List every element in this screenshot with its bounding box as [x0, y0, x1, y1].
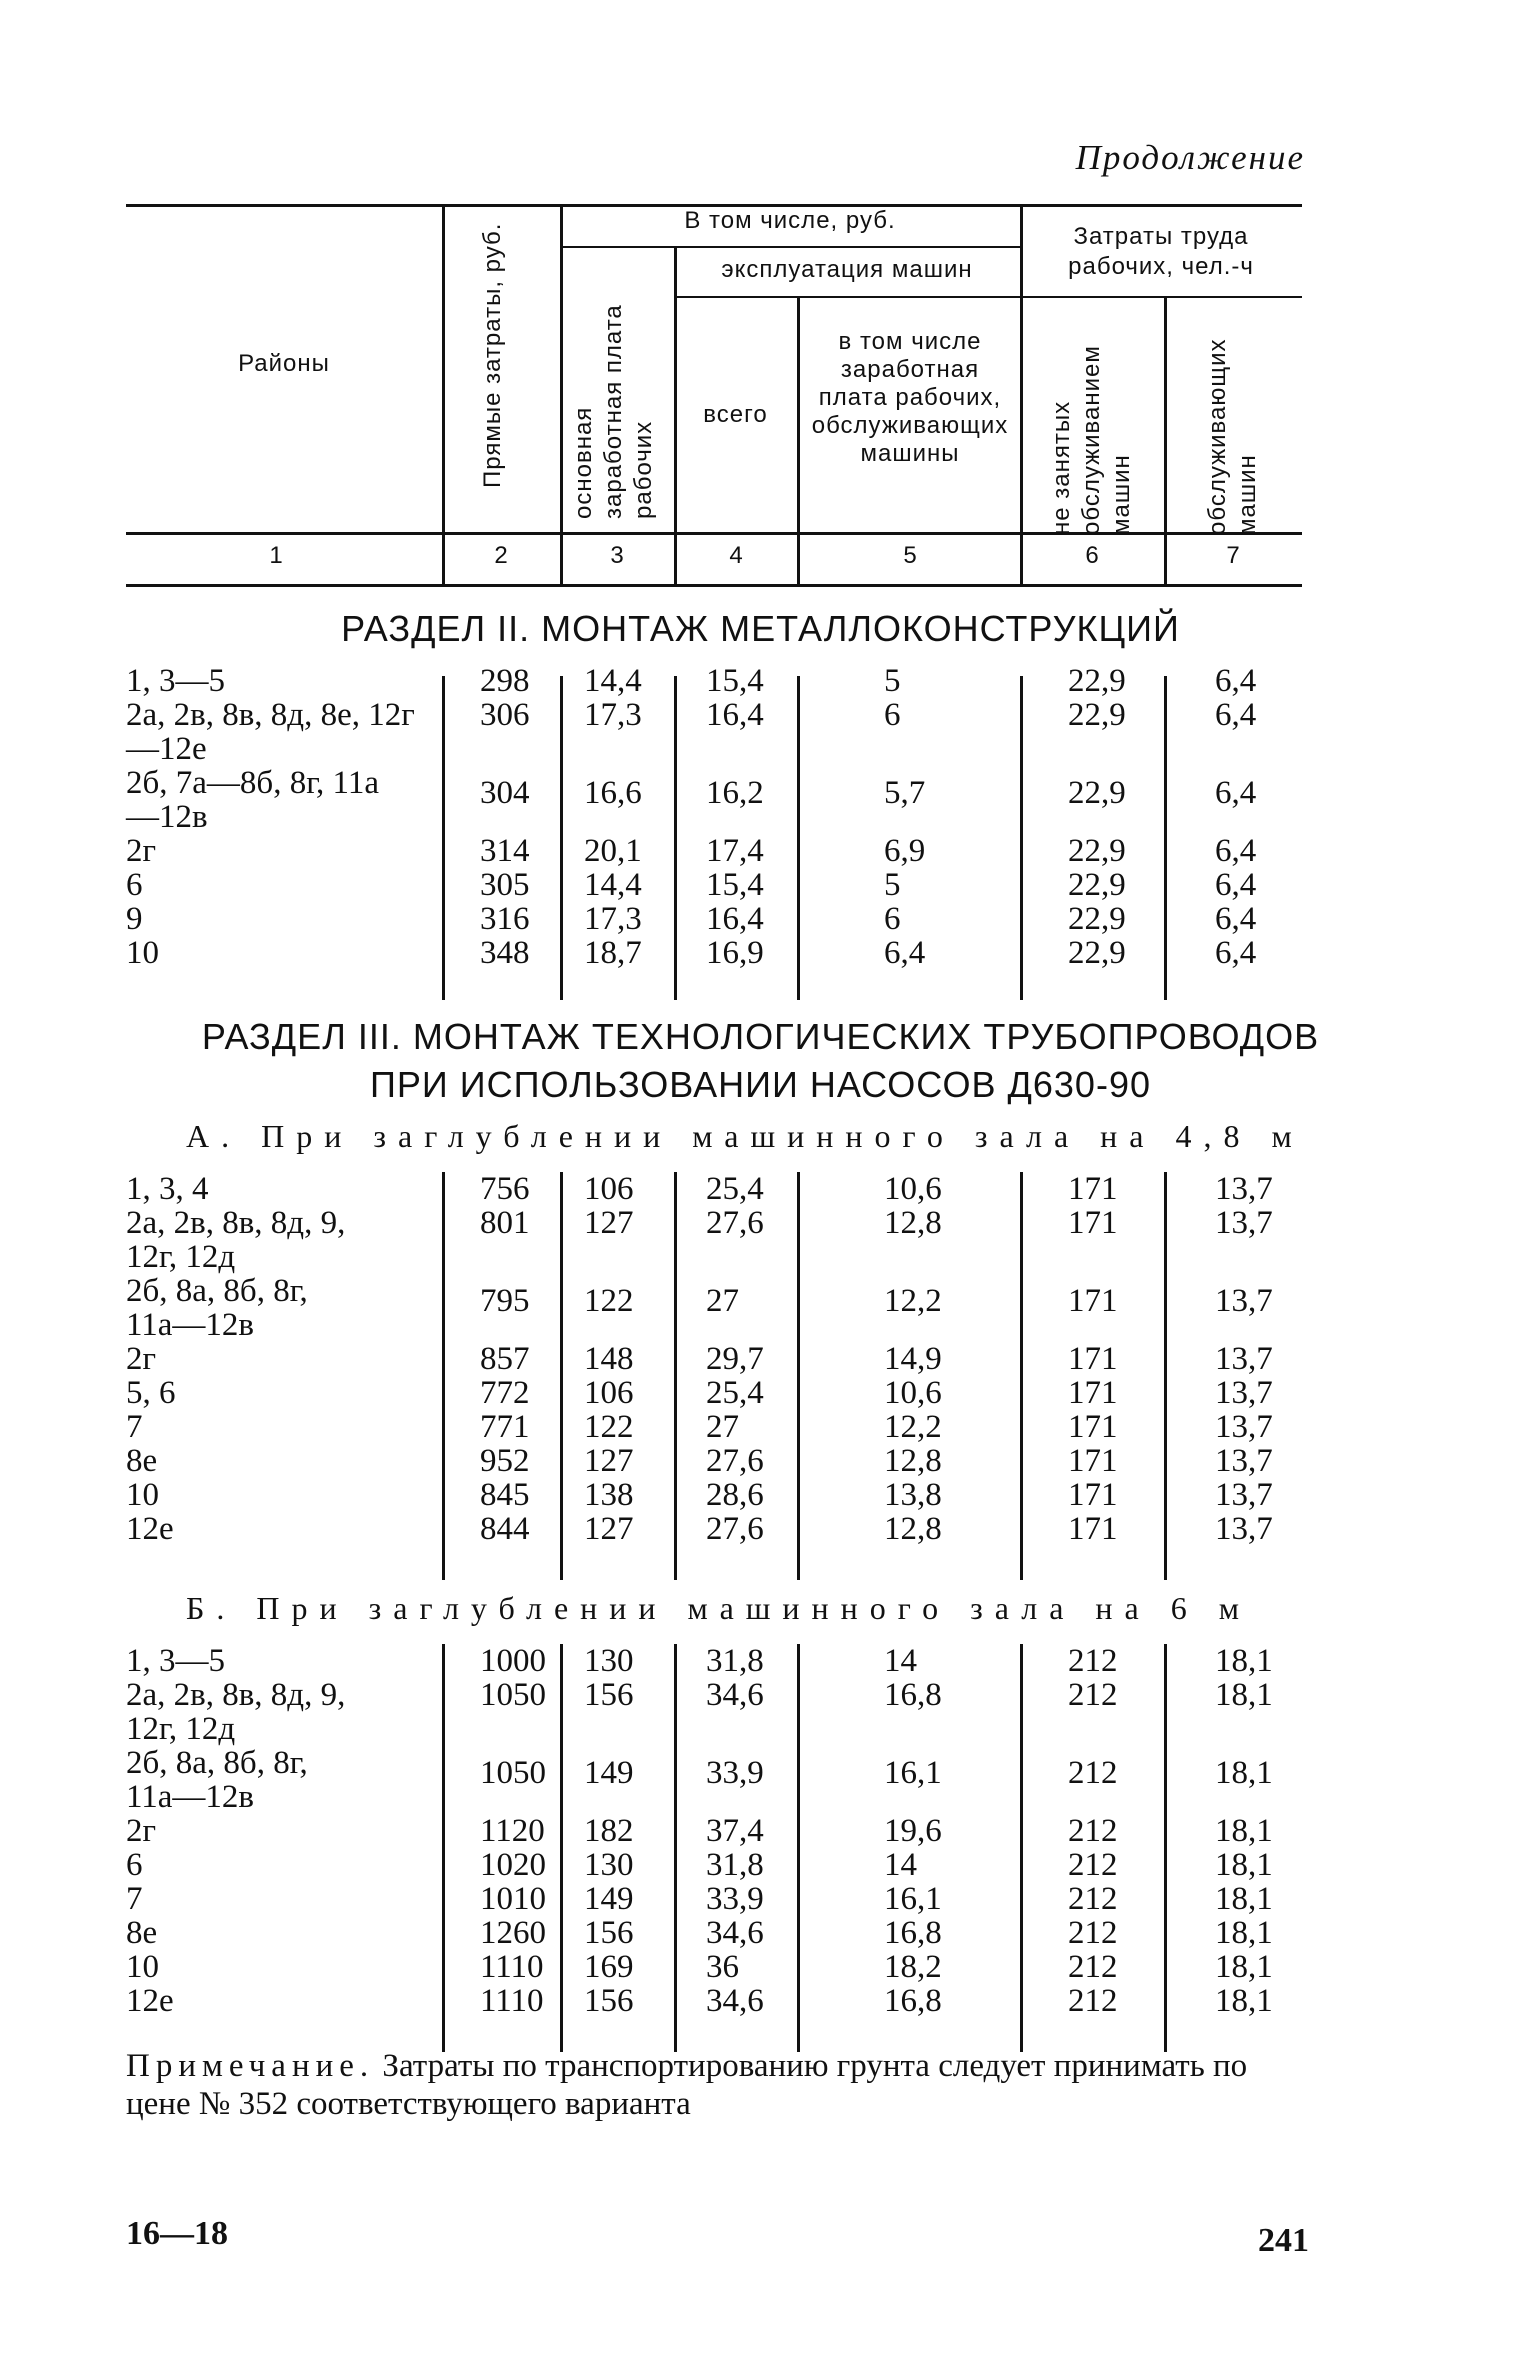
value-cell: 149	[584, 1755, 634, 1791]
table-row	[0, 1172, 1521, 1206]
value-cell: 18,1	[1215, 1983, 1273, 2019]
value-cell: 14,4	[584, 867, 642, 903]
region-cell: 1, 3—5	[126, 663, 225, 699]
machine-rule	[674, 296, 1020, 298]
value-cell: 12,8	[884, 1511, 942, 1547]
region-cell: 12е	[126, 1511, 174, 1547]
value-cell: 19,6	[884, 1813, 942, 1849]
col-number: 5	[903, 542, 917, 569]
value-cell: 18,1	[1215, 1881, 1273, 1917]
value-cell: 16,8	[884, 1915, 942, 1951]
value-cell: 5	[884, 663, 901, 699]
value-cell: 1050	[480, 1755, 546, 1791]
region-cell: 2г	[126, 1341, 157, 1377]
region-cell: 6	[126, 867, 143, 903]
table-row	[0, 1478, 1521, 1512]
value-cell: 348	[480, 935, 530, 971]
value-cell: 13,7	[1215, 1171, 1273, 1207]
value-cell: 13,7	[1215, 1283, 1273, 1319]
value-cell: 14	[884, 1847, 917, 1883]
value-cell: 25,4	[706, 1171, 764, 1207]
value-cell: 212	[1068, 1949, 1118, 1985]
value-cell: 106	[584, 1375, 634, 1411]
value-cell: 130	[584, 1643, 634, 1679]
signature-mark: 16—18	[126, 2215, 228, 2252]
value-cell: 12,8	[884, 1205, 942, 1241]
value-cell: 6,4	[1215, 867, 1257, 903]
table-row	[0, 1678, 1521, 1746]
region-cell: 2а, 2в, 8в, 8д, 8е, 12г—12е	[126, 697, 415, 767]
value-cell: 171	[1068, 1409, 1118, 1445]
table-row	[0, 902, 1521, 936]
value-cell: 22,9	[1068, 901, 1126, 937]
value-cell: 316	[480, 901, 530, 937]
value-cell: 16,6	[584, 775, 642, 811]
value-cell: 22,9	[1068, 663, 1126, 699]
value-cell: 171	[1068, 1477, 1118, 1513]
including-header: В том числе, руб.	[684, 207, 896, 234]
subsection-title: Б. При заглублении машинного зала на 6 м	[186, 1590, 1251, 1626]
section-title: РАЗДЕЛ III. МОНТАЖ ТЕХНОЛОГИЧЕСКИХ ТРУБОПРОВОДОВ	[201, 1016, 1320, 1057]
table-row	[0, 834, 1521, 868]
subsection-b-rows	[0, 1644, 1521, 2018]
value-cell: 27,6	[706, 1443, 764, 1479]
col-number: 4	[729, 542, 743, 569]
header-divider	[1164, 296, 1167, 584]
value-cell: 148	[584, 1341, 634, 1377]
labor-rule	[1020, 296, 1302, 298]
region-cell: 10	[126, 935, 159, 971]
value-cell: 18,2	[884, 1949, 942, 1985]
note-lead: Примечание.	[126, 2048, 375, 2084]
value-cell: 1020	[480, 1847, 546, 1883]
value-cell: 1110	[480, 1983, 544, 2019]
labor-not-machines-label: не занятых обслуживанием машин	[1048, 345, 1135, 535]
table-row	[0, 1950, 1521, 1984]
value-cell: 16,1	[884, 1755, 942, 1791]
value-cell: 34,6	[706, 1915, 764, 1951]
value-cell: 122	[584, 1283, 634, 1319]
value-cell: 18,1	[1215, 1813, 1273, 1849]
region-cell: 7	[126, 1409, 143, 1445]
value-cell: 22,9	[1068, 775, 1126, 811]
value-cell: 845	[480, 1477, 530, 1513]
value-cell: 6,9	[884, 833, 926, 869]
value-cell: 18,1	[1215, 1755, 1273, 1791]
table-row	[0, 1512, 1521, 1546]
value-cell: 212	[1068, 1983, 1118, 2019]
table-row	[0, 1376, 1521, 1410]
value-cell: 212	[1068, 1755, 1118, 1791]
value-cell: 212	[1068, 1643, 1118, 1679]
value-cell: 10,6	[884, 1171, 942, 1207]
region-cell: 10	[126, 1949, 159, 1985]
region-cell: 2б, 8а, 8б, 8г, 11а—12в	[126, 1745, 308, 1815]
value-cell: 212	[1068, 1915, 1118, 1951]
value-cell: 36	[706, 1949, 739, 1985]
region-cell: 2а, 2в, 8в, 8д, 9, 12г, 12д	[126, 1205, 346, 1275]
table-row	[0, 1274, 1521, 1342]
value-cell: 6,4	[1215, 935, 1257, 971]
value-cell: 16,8	[884, 1677, 942, 1713]
region-cell: 8е	[126, 1915, 158, 1951]
total-header: всего	[703, 401, 768, 428]
value-cell: 149	[584, 1881, 634, 1917]
value-cell: 10,6	[884, 1375, 942, 1411]
value-cell: 6,4	[884, 935, 926, 971]
value-cell: 22,9	[1068, 833, 1126, 869]
continuation-label: Продолжение	[1075, 138, 1305, 177]
value-cell: 27	[706, 1409, 739, 1445]
value-cell: 14,9	[884, 1341, 942, 1377]
value-cell: 171	[1068, 1171, 1118, 1207]
value-cell: 18,1	[1215, 1643, 1273, 1679]
labor-machines-label: обслуживающих машин	[1204, 338, 1261, 535]
table-row	[0, 664, 1521, 698]
table-row	[0, 766, 1521, 834]
table-row	[0, 1410, 1521, 1444]
value-cell: 27	[706, 1283, 739, 1319]
value-cell: 212	[1068, 1847, 1118, 1883]
region-cell: 7	[126, 1881, 143, 1917]
table-row	[0, 698, 1521, 766]
value-cell: 171	[1068, 1205, 1118, 1241]
value-cell: 16,9	[706, 935, 764, 971]
value-cell: 138	[584, 1477, 634, 1513]
value-cell: 13,7	[1215, 1205, 1273, 1241]
value-cell: 212	[1068, 1813, 1118, 1849]
value-cell: 1260	[480, 1915, 546, 1951]
labor-header: Затраты труда рабочих, чел.-ч	[1068, 223, 1254, 280]
col-number: 1	[269, 542, 283, 569]
value-cell: 33,9	[706, 1755, 764, 1791]
value-cell: 27,6	[706, 1205, 764, 1241]
col-number: 7	[1226, 542, 1240, 569]
value-cell: 6,4	[1215, 697, 1257, 733]
value-cell: 13,7	[1215, 1443, 1273, 1479]
table-row	[0, 1746, 1521, 1814]
value-cell: 6,4	[1215, 833, 1257, 869]
table-row	[0, 1644, 1521, 1678]
col-number: 3	[610, 542, 624, 569]
value-cell: 25,4	[706, 1375, 764, 1411]
value-cell: 844	[480, 1511, 530, 1547]
value-cell: 13,7	[1215, 1375, 1273, 1411]
table-row	[0, 1206, 1521, 1274]
region-cell: 2г	[126, 833, 157, 869]
including-rule	[560, 246, 1020, 248]
subsection-title: А. При заглублении машинного зала на 4,8 м	[186, 1118, 1304, 1154]
value-cell: 16,4	[706, 697, 764, 733]
value-cell: 27,6	[706, 1511, 764, 1547]
value-cell: 6	[884, 901, 901, 937]
region-cell: 12е	[126, 1983, 174, 2019]
value-cell: 305	[480, 867, 530, 903]
col-number: 2	[494, 542, 508, 569]
header-bottom-rule	[126, 584, 1302, 587]
section-title: РАЗДЕЛ II. МОНТАЖ МЕТАЛЛОКОНСТРУКЦИЙ	[341, 608, 1180, 649]
value-cell: 17,4	[706, 833, 764, 869]
note-text: Затраты по транспортированию грунта следует принимать по цене № 352 соответствующего варианта	[126, 2048, 1248, 2122]
value-cell: 212	[1068, 1677, 1118, 1713]
value-cell: 31,8	[706, 1847, 764, 1883]
value-cell: 16,1	[884, 1881, 942, 1917]
section-2-rows	[0, 664, 1521, 970]
region-cell: 10	[126, 1477, 159, 1513]
value-cell: 5	[884, 867, 901, 903]
value-cell: 171	[1068, 1375, 1118, 1411]
value-cell: 771	[480, 1409, 530, 1445]
value-cell: 756	[480, 1171, 530, 1207]
value-cell: 171	[1068, 1341, 1118, 1377]
value-cell: 13,7	[1215, 1511, 1273, 1547]
value-cell: 37,4	[706, 1813, 764, 1849]
value-cell: 17,3	[584, 697, 642, 733]
value-cell: 18,7	[584, 935, 642, 971]
value-cell: 156	[584, 1677, 634, 1713]
value-cell: 127	[584, 1205, 634, 1241]
header-divider	[560, 204, 563, 584]
value-cell: 13,7	[1215, 1409, 1273, 1445]
value-cell: 28,6	[706, 1477, 764, 1513]
value-cell: 15,4	[706, 663, 764, 699]
value-cell: 6,4	[1215, 663, 1257, 699]
value-cell: 12,2	[884, 1283, 942, 1319]
value-cell: 14	[884, 1643, 917, 1679]
value-cell: 1120	[480, 1813, 545, 1849]
value-cell: 130	[584, 1847, 634, 1883]
value-cell: 22,9	[1068, 697, 1126, 733]
value-cell: 212	[1068, 1881, 1118, 1917]
table-row	[0, 1444, 1521, 1478]
value-cell: 16,8	[884, 1983, 942, 2019]
value-cell: 13,8	[884, 1477, 942, 1513]
value-cell: 31,8	[706, 1643, 764, 1679]
region-cell: 2а, 2в, 8в, 8д, 9, 12г, 12д	[126, 1677, 346, 1747]
table-row	[0, 1814, 1521, 1848]
value-cell: 314	[480, 833, 530, 869]
value-cell: 33,9	[706, 1881, 764, 1917]
value-cell: 952	[480, 1443, 530, 1479]
value-cell: 306	[480, 697, 530, 733]
value-cell: 13,7	[1215, 1341, 1273, 1377]
value-cell: 182	[584, 1813, 634, 1849]
value-cell: 12,8	[884, 1443, 942, 1479]
region-cell: 2б, 8а, 8б, 8г, 11а—12в	[126, 1273, 308, 1343]
value-cell: 6,4	[1215, 901, 1257, 937]
value-cell: 1050	[480, 1677, 546, 1713]
value-cell: 5,7	[884, 775, 926, 811]
value-cell: 1010	[480, 1881, 546, 1917]
value-cell: 1110	[480, 1949, 544, 1985]
table-row	[0, 936, 1521, 970]
machine-operation-header: эксплуатация машин	[721, 256, 973, 283]
value-cell: 6,4	[1215, 775, 1257, 811]
value-cell: 857	[480, 1341, 530, 1377]
value-cell: 18,1	[1215, 1677, 1273, 1713]
section-title-line2: ПРИ ИСПОЛЬЗОВАНИИ НАСОСОВ Д630-90	[369, 1064, 1151, 1105]
table-row	[0, 1848, 1521, 1882]
value-cell: 169	[584, 1949, 634, 1985]
direct-costs-label: Прямые затраты, руб.	[479, 222, 506, 488]
value-cell: 801	[480, 1205, 530, 1241]
value-cell: 122	[584, 1409, 634, 1445]
value-cell: 171	[1068, 1283, 1118, 1319]
value-cell: 171	[1068, 1511, 1118, 1547]
table-row	[0, 1984, 1521, 2018]
region-cell: 5, 6	[126, 1375, 176, 1411]
value-cell: 18,1	[1215, 1949, 1273, 1985]
value-cell: 18,1	[1215, 1847, 1273, 1883]
value-cell: 156	[584, 1915, 634, 1951]
value-cell: 298	[480, 663, 530, 699]
value-cell: 29,7	[706, 1341, 764, 1377]
value-cell: 22,9	[1068, 935, 1126, 971]
region-cell: 8е	[126, 1443, 158, 1479]
value-cell: 18,1	[1215, 1915, 1273, 1951]
value-cell: 304	[480, 775, 530, 811]
value-cell: 127	[584, 1511, 634, 1547]
value-cell: 106	[584, 1171, 634, 1207]
machine-wage-header: в том числе заработная плата рабочих, обслуживающих машины	[811, 328, 1009, 467]
regions-header: Районы	[238, 350, 330, 377]
header-divider	[797, 296, 800, 584]
value-cell: 34,6	[706, 1983, 764, 2019]
value-cell: 127	[584, 1443, 634, 1479]
value-cell: 22,9	[1068, 867, 1126, 903]
value-cell: 171	[1068, 1443, 1118, 1479]
value-cell: 12,2	[884, 1409, 942, 1445]
value-cell: 156	[584, 1983, 634, 2019]
value-cell: 14,4	[584, 663, 642, 699]
table-row	[0, 1916, 1521, 1950]
value-cell: 16,4	[706, 901, 764, 937]
value-cell: 17,3	[584, 901, 642, 937]
value-cell: 16,2	[706, 775, 764, 811]
region-cell: 6	[126, 1847, 143, 1883]
value-cell: 772	[480, 1375, 530, 1411]
region-cell: 2г	[126, 1813, 157, 1849]
table-row	[0, 868, 1521, 902]
value-cell: 15,4	[706, 867, 764, 903]
region-cell: 9	[126, 901, 143, 937]
value-cell: 13,7	[1215, 1477, 1273, 1513]
note	[126, 2047, 1316, 2123]
value-cell: 1000	[480, 1643, 546, 1679]
value-cell: 6	[884, 697, 901, 733]
header-divider	[442, 204, 445, 584]
subsection-a-rows	[0, 1172, 1521, 1546]
table-row	[0, 1882, 1521, 1916]
table-row	[0, 1342, 1521, 1376]
base-wage-label: основная заработная плата рабочих	[570, 304, 657, 519]
page-number: 241	[1258, 2222, 1309, 2259]
region-cell: 2б, 7а—8б, 8г, 11а—12в	[126, 765, 379, 835]
value-cell: 795	[480, 1283, 530, 1319]
value-cell: 34,6	[706, 1677, 764, 1713]
region-cell: 1, 3, 4	[126, 1171, 209, 1207]
value-cell: 20,1	[584, 833, 642, 869]
region-cell: 1, 3—5	[126, 1643, 225, 1679]
col-number: 6	[1085, 542, 1099, 569]
